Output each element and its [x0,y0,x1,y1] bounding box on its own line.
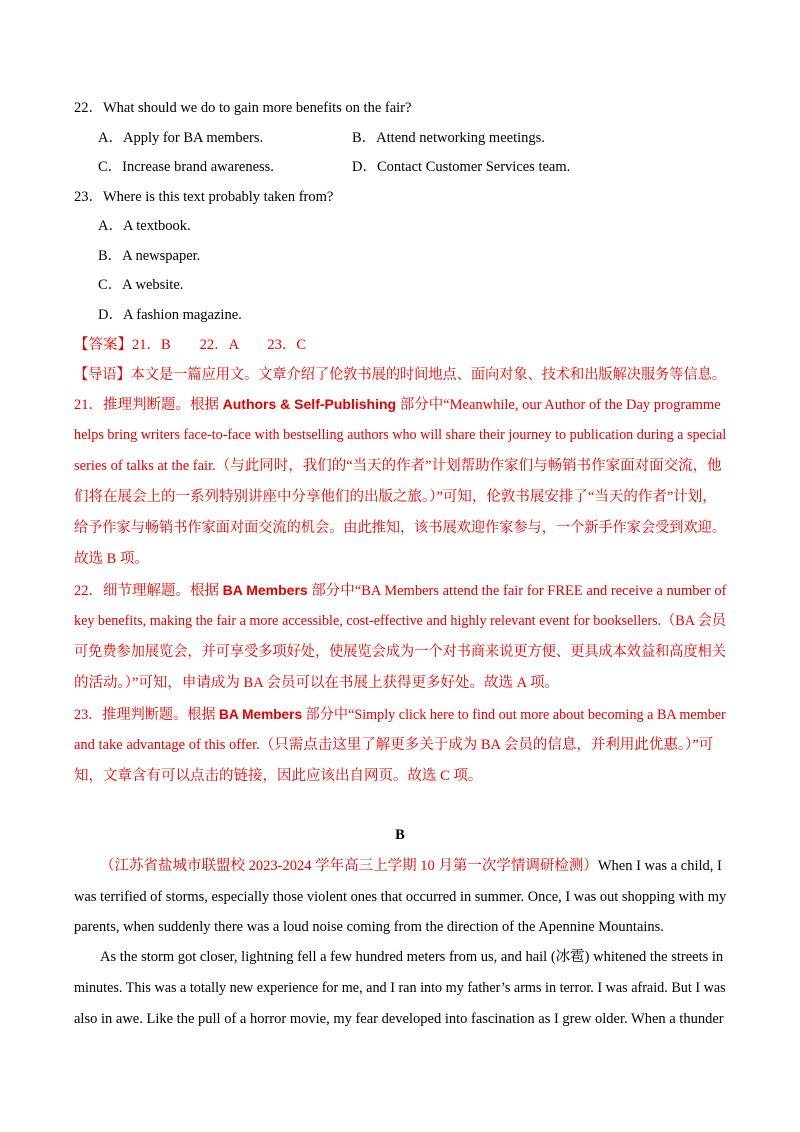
question-23-option-a: A．A textbook. [98,218,191,234]
guide-summary: 【导语】本文是一篇应用文。文章介绍了伦敦书展的时间地点、面向对象、技术和出版解决服务等信息。 [74,367,726,383]
explanation-22-line-2: key benefits, making the fair a more accessible, cost-effective and highly relevant event for booksellers.（BA 会员 [74,613,726,629]
passage-paragraph-1-line-3: parents, when suddenly there was a loud noise coming from the direction of the Apennine Mountains. [74,919,664,935]
question-23-option-b: B．A newspaper. [98,248,201,264]
explanation-21-quote-start: 部分中“Meanwhile, our Author of the Day programme [396,397,721,413]
question-23-option-d: D．A fashion magazine. [98,307,242,323]
passage-source: （江苏省盐城市联盟校 2023-2024 学年高三上学期 10 月第一次学情调研检测） [100,858,598,874]
explanation-23-line-3: 知，文章含有可以点击的链接，因此应该出自网页。故选 C 项。 [74,768,483,784]
question-22-option-b: B．Attend networking meetings. [352,130,545,146]
explanation-23-section-name: BA Members [219,706,303,722]
explanation-21-line-2: helps bring writers face-to-face with bestselling authors who will share their journey to publication during a special [74,427,727,443]
passage-paragraph-2-line-3: also in awe. Like the pull of a horror movie, my fear developed into fascination as I grew older. When a thunder [74,1011,724,1027]
explanation-23-line-1 [74,704,726,725]
question-23-stem: 23．Where is this text probably taken from? [74,189,334,205]
question-22-option-d: D．Contact Customer Services team. [352,159,571,175]
explanation-21-line-5: 给予作家与畅销书作家面对面交流的机会。由此推知，该书展欢迎作家参与，一个新手作家会受到欢迎。 [74,520,726,536]
question-22-option-a: A．Apply for BA members. [98,130,264,146]
explanation-22-line-1 [74,580,726,601]
question-23-option-c: C．A website. [98,277,184,293]
passage-paragraph-1-line-1 [100,856,722,876]
passage-paragraph-2-line-1: As the storm got closer, lightning fell a few hundred meters from us, and hail (冰雹) whitened the streets in [100,949,724,965]
question-22-option-c: C．Increase brand awareness. [98,159,274,175]
explanation-22-section-name: BA Members [222,582,308,598]
answer-key: 【答案】21．B 22．A 23．C [74,337,307,353]
explanation-23-line-2: and take advantage of this offer.（只需点击这里了解更多关于成为 BA 会员的信息，并利用此优惠。）”可 [74,737,714,753]
explanation-22-line-3: 可免费参加展览会，并可享受多项好处，使展览会成为一个对书商来说更方便、更具成本效益和高度相关 [74,644,726,660]
explanation-22-quote-start: 部分中“BA Members attend the fair for FREE and receive a number of [307,583,727,599]
explanation-21-line-1 [74,394,721,415]
explanation-21-prefix: 21．推理判断题。根据 [74,397,223,413]
explanation-21-line-4: 们将在展会上的一系列特别讲座中分享他们的出版之旅。）”可知，伦敦书展安排了“当天的作者”计划， [74,489,717,505]
explanation-23-quote-start: 部分中“Simply click here to find out more about becoming a BA member [302,707,726,723]
explanation-21-line-3: series of talks at the fair.（与此同时，我们的“当天的作者”计划帮助作家们与畅销书作家面对面交流，他 [74,458,722,474]
explanation-21-section-name: Authors & Self-Publishing [222,396,397,412]
passage-paragraph-2-line-2: minutes. This was a totally new experience for me, and I ran into my father’s arms in terror. I was afraid. But I was [74,980,726,996]
explanation-23-prefix: 23．推理判断题。根据 [74,707,220,723]
section-b-heading: B [395,827,405,843]
explanation-22-prefix: 22．细节理解题。根据 [74,583,223,599]
explanation-22-line-4: 的活动。）”可知，申请成为 BA 会员可以在书展上获得更多好处。故选 A 项。 [74,675,559,691]
question-22-stem: 22．What should we do to gain more benefits on the fair? [74,100,412,116]
passage-paragraph-1-line-2: was terrified of storms, especially those violent ones that occurred in summer. Once, I was out shopping with my [74,889,727,905]
explanation-21-line-6: 故选 B 项。 [74,551,149,567]
passage-text-start: When I was a child, I [597,858,722,874]
